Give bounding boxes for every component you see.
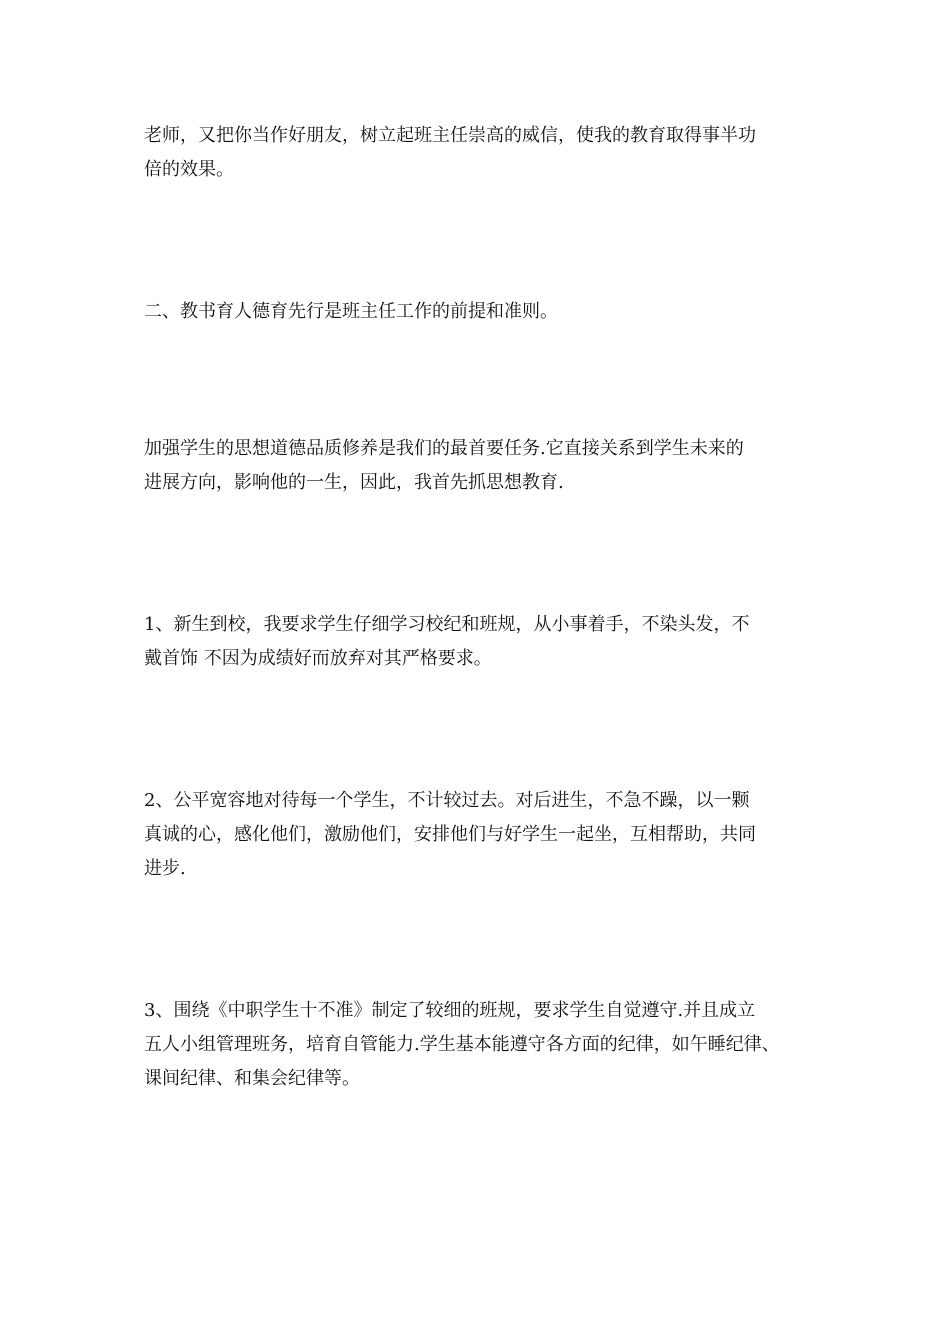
paragraph-line: 进展方向，影响他的一生，因此，我首先抓思想教育.	[144, 472, 564, 493]
paragraph-line: 课间纪律、和集会纪律等。	[144, 1068, 360, 1089]
paragraph-line: 2、公平宽容地对待每一个学生，不计较过去。对后进生，不急不躁，以一颗	[144, 790, 750, 811]
paragraph-line: 1、新生到校，我要求学生仔细学习校纪和班规，从小事着手，不染头发，不	[144, 614, 750, 635]
list-item-2-fair-treatment	[144, 784, 816, 886]
list-item-1-new-students	[144, 608, 816, 676]
heading-line: 二、教书育人德育先行是班主任工作的前提和准则。	[144, 301, 558, 322]
paragraph-line: 3、围绕《中职学生十不准》制定了较细的班规，要求学生自觉遵守.并且成立	[144, 1000, 756, 1021]
paragraph-line: 倍的效果。	[144, 159, 234, 180]
paragraph-ideological-education	[144, 432, 816, 500]
paragraph-line: 五人小组管理班务，培育自管能力.学生基本能遵守各方面的纪律，如午睡纪律、	[144, 1034, 780, 1055]
paragraph-line: 真诚的心，感化他们，激励他们，安排他们与好学生一起坐，互相帮助，共同	[144, 824, 756, 845]
paragraph-line: 老师，又把你当作好朋友，树立起班主任崇高的威信，使我的教育取得事半功	[144, 125, 756, 146]
paragraph-teacher-friend	[144, 119, 816, 187]
paragraph-line: 进步.	[144, 858, 186, 879]
section-heading-moral-education	[144, 295, 816, 329]
list-item-3-class-rules	[144, 994, 816, 1096]
paragraph-line: 戴首饰 不因为成绩好而放弃对其严格要求。	[144, 648, 492, 669]
paragraph-line: 加强学生的思想道德品质修养是我们的最首要任务.它直接关系到学生未来的	[144, 438, 744, 459]
